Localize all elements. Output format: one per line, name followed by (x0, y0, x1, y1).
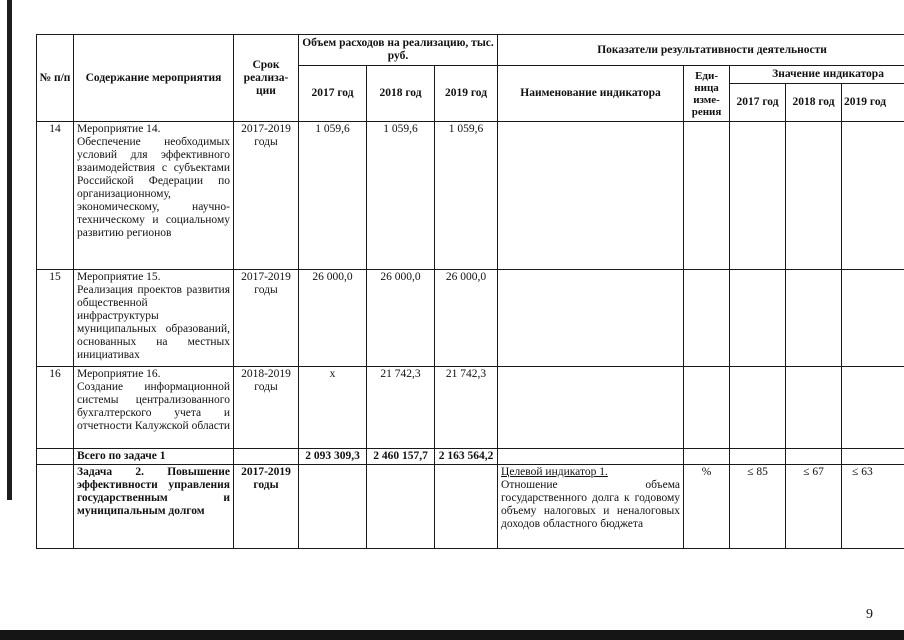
table-row (37, 270, 904, 367)
indicator-unit: % (684, 465, 730, 549)
header-indicator-name: Наименование индикатора (498, 66, 684, 122)
header-ind-2017: 2017 год (730, 84, 786, 122)
header-content: Содержание мероприятия (74, 35, 234, 122)
row-value-2019: 26 000,0 (435, 270, 498, 367)
header-row-1 (37, 35, 904, 66)
row-value-2017: 26 000,0 (299, 270, 367, 367)
indicator-value-2017: ≤ 85 (730, 465, 786, 549)
header-2018: 2018 год (367, 66, 435, 122)
scan-bottom-edge (0, 630, 904, 640)
task-row (37, 465, 904, 549)
indicator-title: Целевой индикатор 1. (501, 466, 608, 478)
measures-table (36, 34, 904, 549)
total-row (37, 449, 904, 465)
row-value-2018: 21 742,3 (367, 367, 435, 449)
task-term: 2017-2019 годы (234, 465, 299, 549)
indicator-text: Отношение объема государственного долга к годовому объему налоговых и неналоговых доходов областного бюджета (501, 479, 681, 530)
header-term: Срок реализа-ции (234, 35, 299, 122)
table-row (37, 122, 904, 270)
header-unit: Еди-ница изме-рения (684, 66, 730, 122)
header-ind-2018: 2018 год (786, 84, 842, 122)
row-content (74, 270, 234, 367)
row-num: 14 (37, 122, 74, 270)
header-expenses-group: Объем расходов на реализацию, тыс. руб. (299, 35, 498, 66)
indicator-cell (498, 465, 684, 549)
row-value-2017: 1 059,6 (299, 122, 367, 270)
total-label: Всего по задаче 1 (74, 449, 234, 465)
header-indicator-value-group: Значение индикатора (730, 66, 904, 84)
scan-left-edge (7, 0, 12, 500)
header-num: № п/п (37, 35, 74, 122)
row-value-2019: 21 742,3 (435, 367, 498, 449)
row-title: Мероприятие 16. (77, 368, 161, 380)
header-2019: 2019 год (435, 66, 498, 122)
row-num: 16 (37, 367, 74, 449)
indicator-value-2018: ≤ 67 (786, 465, 842, 549)
row-text: Обеспечение необходимых условий для эффективного взаимодействия с субъектами Российской Федерации по организационному, экономическому, научно-техническому и социальному развитию регионов (77, 136, 230, 239)
row-term: 2017-2019 годы (234, 122, 299, 270)
header-ind-2019: 2019 год (842, 84, 904, 122)
header-indicators-group: Показатели результативности деятельности (498, 35, 904, 66)
header-2017: 2017 год (299, 66, 367, 122)
row-num: 15 (37, 270, 74, 367)
row-text: Реализация проектов развития общественной инфраструктуры муниципальных образований, основанных на местных инициативах (77, 284, 230, 361)
row-content (74, 367, 234, 449)
row-title: Мероприятие 14. (77, 123, 161, 135)
row-value-2017: х (299, 367, 367, 449)
table-row (37, 367, 904, 449)
total-2019: 2 163 564,2 (435, 449, 498, 465)
total-2017: 2 093 309,3 (299, 449, 367, 465)
row-content (74, 122, 234, 270)
page-number: 9 (866, 607, 873, 622)
row-term: 2018-2019 годы (234, 367, 299, 449)
row-value-2018: 1 059,6 (367, 122, 435, 270)
total-2018: 2 460 157,7 (367, 449, 435, 465)
row-title: Мероприятие 15. (77, 271, 161, 283)
row-text: Создание информационной системы централизованного бухгалтерского учета и отчетности Калужской области (77, 381, 231, 432)
indicator-value-2019: ≤ 63 (842, 465, 904, 549)
row-value-2019: 1 059,6 (435, 122, 498, 270)
task-text: Задача 2. Повышение эффективности управления государственным и муниципальным долгом (74, 465, 234, 549)
row-term: 2017-2019 годы (234, 270, 299, 367)
row-value-2018: 26 000,0 (367, 270, 435, 367)
